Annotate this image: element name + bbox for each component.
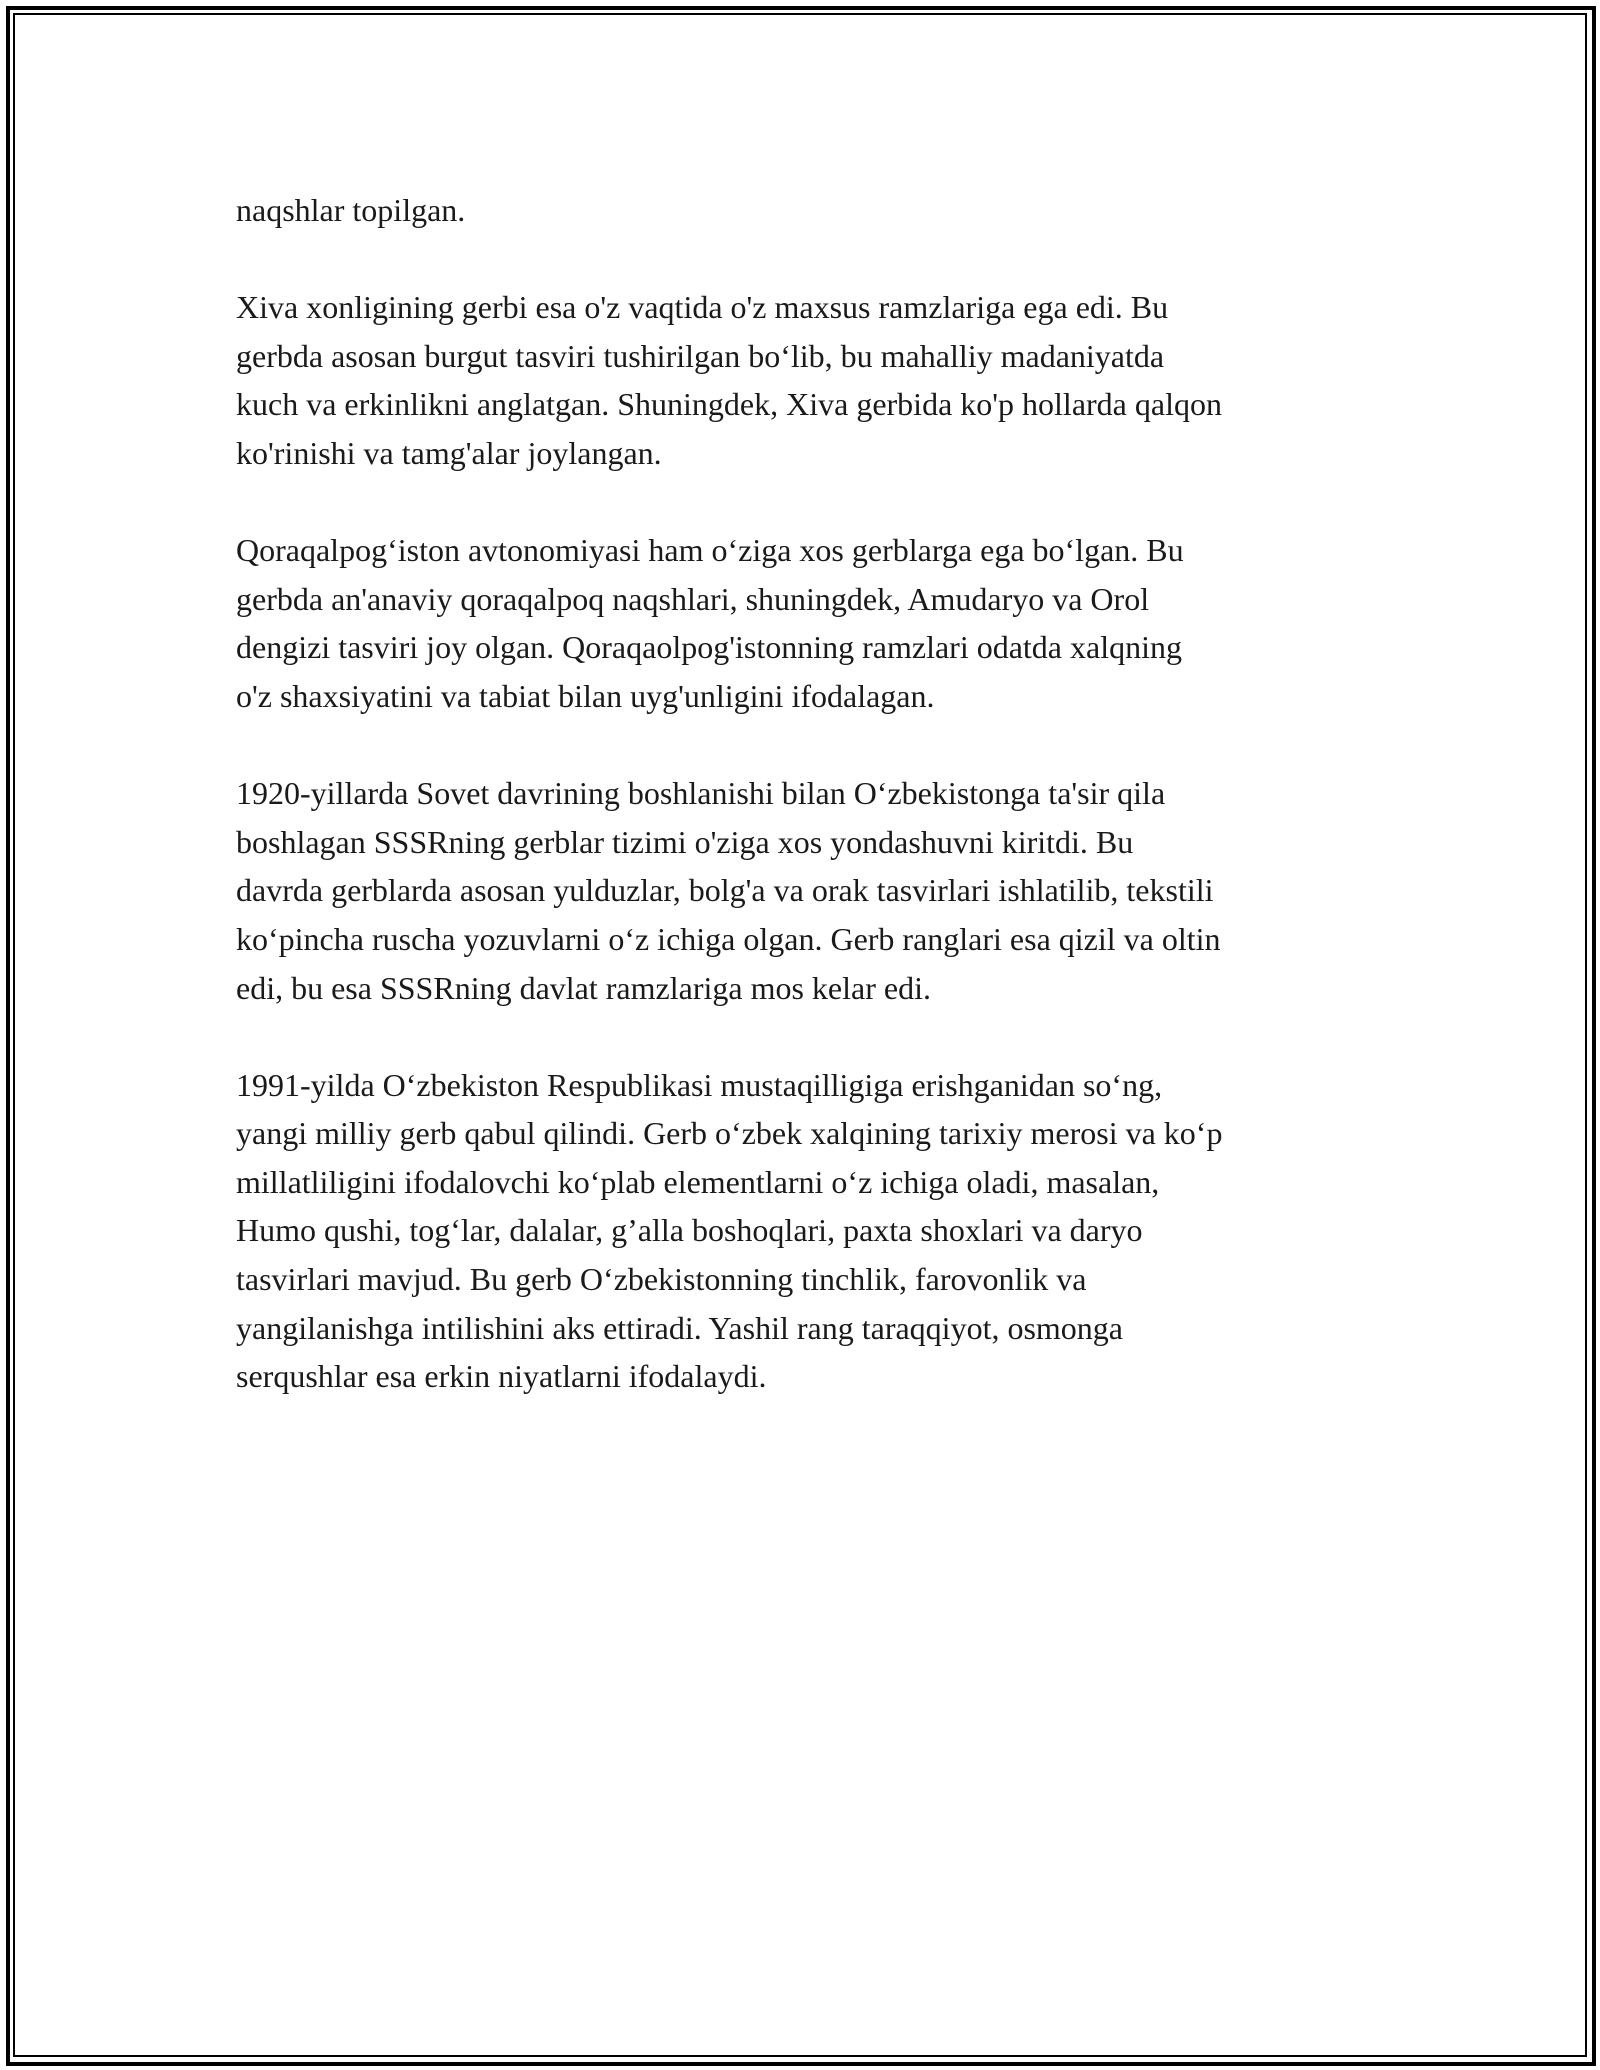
paragraph-line: 1920-yillarda Sovet davrining boshlanishi bilan O‘zbekistonga ta'sir qila (236, 775, 1166, 812)
paragraph-line: ko'rinishi va tamg'alar joylangan. (236, 434, 662, 471)
paragraph-3 (236, 526, 1396, 720)
paragraph-line: kuch va erkinlikni anglatgan. Shuningdek, Xiva gerbida ko'p hollarda qalqon (236, 386, 1222, 423)
document-body (236, 186, 1396, 1401)
paragraph-line: gerbda an'anaviy qoraqalpoq naqshlari, shuningdek, Amudaryo va Orol (236, 580, 1150, 617)
paragraph-line: ko‘pincha ruscha yozuvlarni o‘z ichiga olgan. Gerb ranglari esa qizil va oltin (236, 920, 1221, 957)
paragraph-line: 1991-yilda O‘zbekiston Respublikasi mustaqilligiga erishganidan so‘ng, (236, 1066, 1163, 1103)
paragraph-line: millatliligini ifodalovchi ko‘plab elementlarni o‘z ichiga oladi, masalan, (236, 1163, 1160, 1200)
paragraph-line: edi, bu esa SSSRning davlat ramzlariga mos kelar edi. (236, 969, 931, 1006)
paragraph-2 (236, 283, 1396, 477)
paragraph-line: Humo qushi, tog‘lar, dalalar, g’alla boshoqlari, paxta shoxlari va daryo (236, 1212, 1143, 1249)
paragraph-line: Xiva xonligining gerbi esa o'z vaqtida o'z maxsus ramzlariga ega edi. Bu (236, 289, 1169, 326)
paragraph-line: yangi milliy gerb qabul qilindi. Gerb o‘zbek xalqining tarixiy merosi va ko‘p (236, 1115, 1223, 1152)
paragraph-line: yangilanishga intilishini aks ettiradi. Yashil rang taraqqiyot, osmonga (236, 1309, 1123, 1346)
paragraph-line: tasvirlari mavjud. Bu gerb O‘zbekistonning tinchlik, farovonlik va (236, 1261, 1087, 1298)
paragraph-line: serqushlar esa erkin niyatlarni ifodalaydi. (236, 1358, 767, 1395)
paragraph-line: dengizi tasviri joy olgan. Qoraqaolpog'istonning ramzlari odatda xalqning (236, 629, 1182, 666)
paragraph-line: boshlagan SSSRning gerblar tizimi o'ziga xos yondashuvni kiritdi. Bu (236, 823, 1134, 860)
paragraph-line: o'z shaxsiyatini va tabiat bilan uyg'unligini ifodalagan. (236, 677, 935, 714)
paragraph-line: gerbda asosan burgut tasviri tushirilgan bo‘lib, bu mahalliy madaniyatda (236, 337, 1165, 374)
paragraph-4 (236, 769, 1396, 1012)
paragraph-line: naqshlar topilgan. (236, 192, 466, 228)
paragraph-line: davrda gerblarda asosan yulduzlar, bolg'a va orak tasvirlari ishlatilib, tekstili (236, 872, 1214, 909)
paragraph-1 (236, 186, 1396, 235)
paragraph-5 (236, 1061, 1396, 1401)
paragraph-line: Qoraqalpog‘iston avtonomiyasi ham o‘ziga xos gerblarga ega bo‘lgan. Bu (236, 532, 1184, 569)
